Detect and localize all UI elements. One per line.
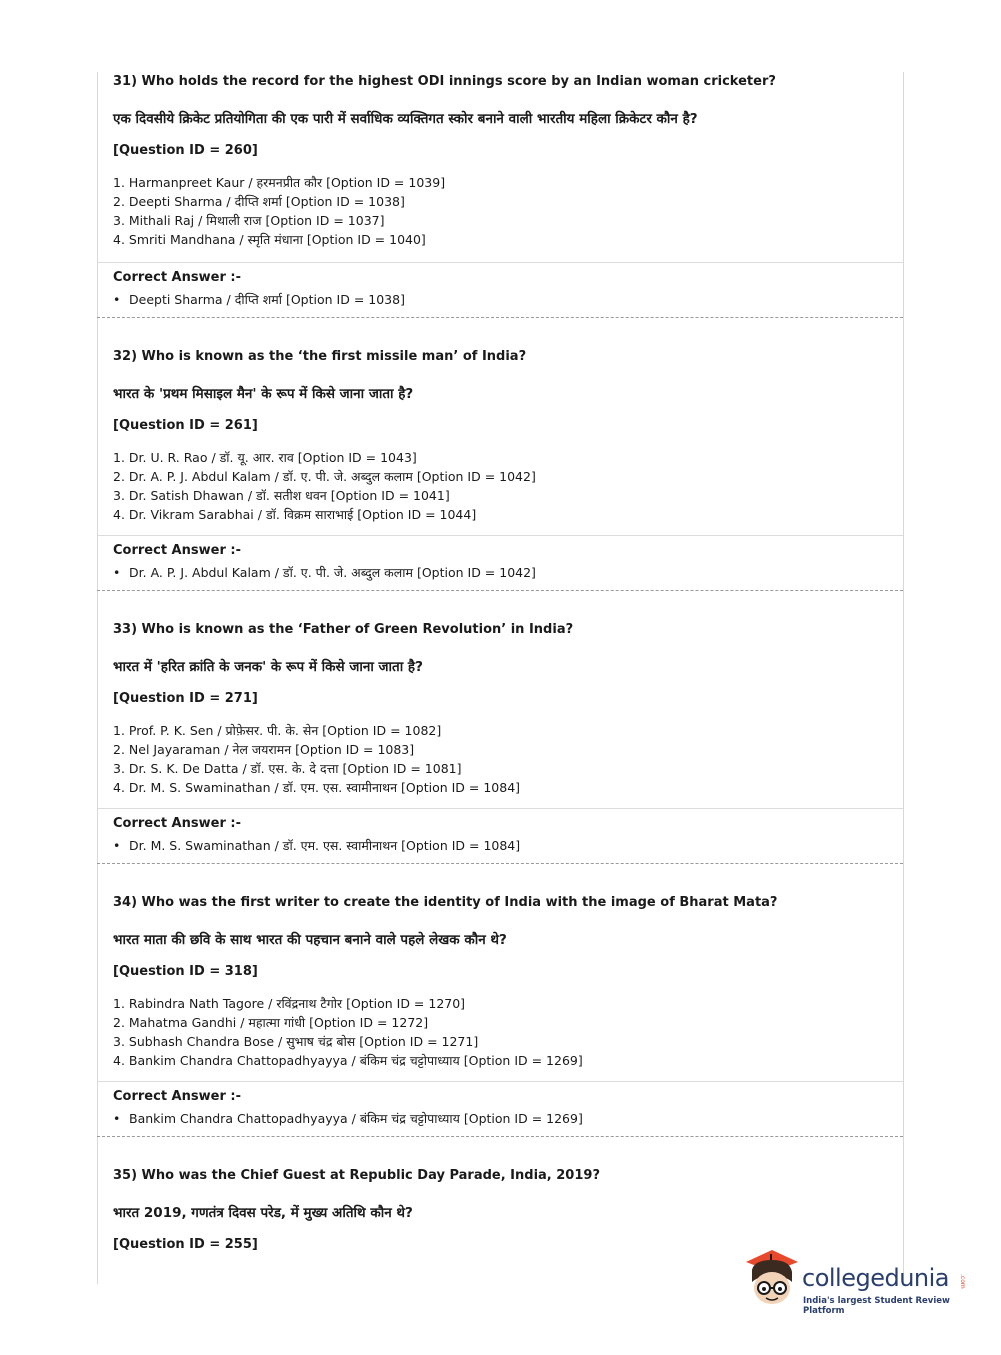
option-list	[113, 173, 445, 249]
option-list	[113, 448, 536, 524]
option-item: 2. Mahatma Gandhi / महात्मा गांधी [Option ID = 1272]	[113, 1015, 429, 1030]
option-item: 4. Dr. M. S. Swaminathan / डॉ. एम. एस. स्वामीनाथन [Option ID = 1084]	[113, 780, 521, 795]
option-list	[113, 721, 520, 797]
option-item: 3. Subhash Chandra Bose / सुभाष चंद्र बोस [Option ID = 1271]	[113, 1034, 479, 1049]
option-item: 2. Dr. A. P. J. Abdul Kalam / डॉ. ए. पी. जे. अब्दुल कलाम [Option ID = 1042]	[113, 469, 536, 484]
correct-answer-text: Deepti Sharma / दीप्ति शर्मा [Option ID = 1038]	[129, 292, 405, 307]
student-mascot-icon	[742, 1248, 802, 1310]
correct-answer-label: Correct Answer :-	[113, 816, 241, 831]
correct-answer	[113, 291, 405, 308]
divider	[97, 535, 903, 536]
correct-answer	[113, 564, 536, 581]
bullet-icon: •	[113, 565, 121, 580]
logo-tagline: India's largest Student Review Platform	[803, 1296, 950, 1316]
question-text-hindi: भारत के 'प्रथम मिसाइल मैन' के रूप में किसे जाना जाता है?	[113, 386, 414, 402]
question-id: [Question ID = 271]	[113, 691, 258, 706]
question-text-hindi: एक दिवसीये क्रिकेट प्रतियोगिता की एक पारी में सर्वाधिक व्यक्तिगत स्कोर बनाने वाली भारतीय महिला क्रिकेटर कौन है?	[113, 111, 698, 127]
question-text-hindi: भारत 2019, गणतंत्र दिवस परेड, में मुख्य अतिथि कौन थे?	[113, 1205, 413, 1221]
bullet-icon: •	[113, 292, 121, 307]
correct-answer-label: Correct Answer :-	[113, 1089, 241, 1104]
correct-answer	[113, 837, 520, 854]
question-text-english: 33) Who is known as the ‘Father of Green Revolution’ in India?	[113, 622, 574, 637]
option-item: 4. Bankim Chandra Chattopadhyayya / बंकिम चंद्र चट्टोपाध्याय [Option ID = 1269]	[113, 1053, 583, 1068]
option-item: 4. Dr. Vikram Sarabhai / डॉ. विक्रम साराभाई [Option ID = 1044]	[113, 507, 477, 522]
option-item: 3. Mithali Raj / मिथाली राज [Option ID = 1037]	[113, 213, 385, 228]
divider	[97, 1081, 903, 1082]
correct-answer-text: Bankim Chandra Chattopadhyayya / बंकिम चंद्र चट्टोपाध्याय [Option ID = 1269]	[129, 1111, 583, 1126]
option-item: 1. Rabindra Nath Tagore / रविंद्रनाथ टैगोर [Option ID = 1270]	[113, 996, 466, 1011]
correct-answer-text: Dr. M. S. Swaminathan / डॉ. एम. एस. स्वामीनाथन [Option ID = 1084]	[129, 838, 521, 853]
page-border-left	[97, 72, 98, 1284]
correct-answer	[113, 1110, 583, 1127]
correct-answer-label: Correct Answer :-	[113, 543, 241, 558]
question-text-english: 32) Who is known as the ‘the first missile man’ of India?	[113, 349, 527, 364]
option-item: 3. Dr. Satish Dhawan / डॉ. सतीश धवन [Option ID = 1041]	[113, 488, 450, 503]
logo-domain-suffix: .com	[959, 1274, 966, 1289]
correct-answer-text: Dr. A. P. J. Abdul Kalam / डॉ. ए. पी. जे. अब्दुल कलाम [Option ID = 1042]	[129, 565, 536, 580]
question-id: [Question ID = 260]	[113, 143, 258, 158]
question-separator	[97, 317, 903, 318]
question-text-english: 34) Who was the first writer to create the identity of India with the image of Bharat Mata?	[113, 895, 778, 910]
option-item: 2. Deepti Sharma / दीप्ति शर्मा [Option ID = 1038]	[113, 194, 405, 209]
option-item: 3. Dr. S. K. De Datta / डॉ. एस. के. दे दत्ता [Option ID = 1081]	[113, 761, 462, 776]
collegedunia-logo[interactable]	[742, 1248, 972, 1314]
question-id: [Question ID = 318]	[113, 964, 258, 979]
question-separator	[97, 590, 903, 591]
bullet-icon: •	[113, 838, 121, 853]
question-text-hindi: भारत माता की छवि के साथ भारत की पहचान बनाने वाले पहले लेखक कौन थे?	[113, 932, 507, 948]
question-id: [Question ID = 255]	[113, 1237, 258, 1252]
option-item: 1. Prof. P. K. Sen / प्रोफ़ेसर. पी. के. सेन [Option ID = 1082]	[113, 723, 442, 738]
question-text-english: 35) Who was the Chief Guest at Republic Day Parade, India, 2019?	[113, 1168, 600, 1183]
question-id: [Question ID = 261]	[113, 418, 258, 433]
question-text-english: 31) Who holds the record for the highest ODI innings score by an Indian woman cricketer?	[113, 74, 776, 89]
divider	[97, 262, 903, 263]
question-separator	[97, 863, 903, 864]
question-separator	[97, 1136, 903, 1137]
option-item: 2. Nel Jayaraman / नेल जयरामन [Option ID = 1083]	[113, 742, 415, 757]
bullet-icon: •	[113, 1111, 121, 1126]
option-list	[113, 994, 583, 1070]
correct-answer-label: Correct Answer :-	[113, 270, 241, 285]
question-text-hindi: भारत में 'हरित क्रांति के जनक' के रूप में किसे जाना जाता है?	[113, 659, 423, 675]
option-item: 1. Harmanpreet Kaur / हरमनप्रीत कौर [Option ID = 1039]	[113, 175, 446, 190]
page-border-right	[903, 72, 904, 1284]
option-item: 4. Smriti Mandhana / स्मृति मंधाना [Option ID = 1040]	[113, 232, 426, 247]
divider	[97, 808, 903, 809]
option-item: 1. Dr. U. R. Rao / डॉ. यू. आर. राव [Option ID = 1043]	[113, 450, 417, 465]
logo-wordmark: collegedunia	[802, 1264, 950, 1292]
